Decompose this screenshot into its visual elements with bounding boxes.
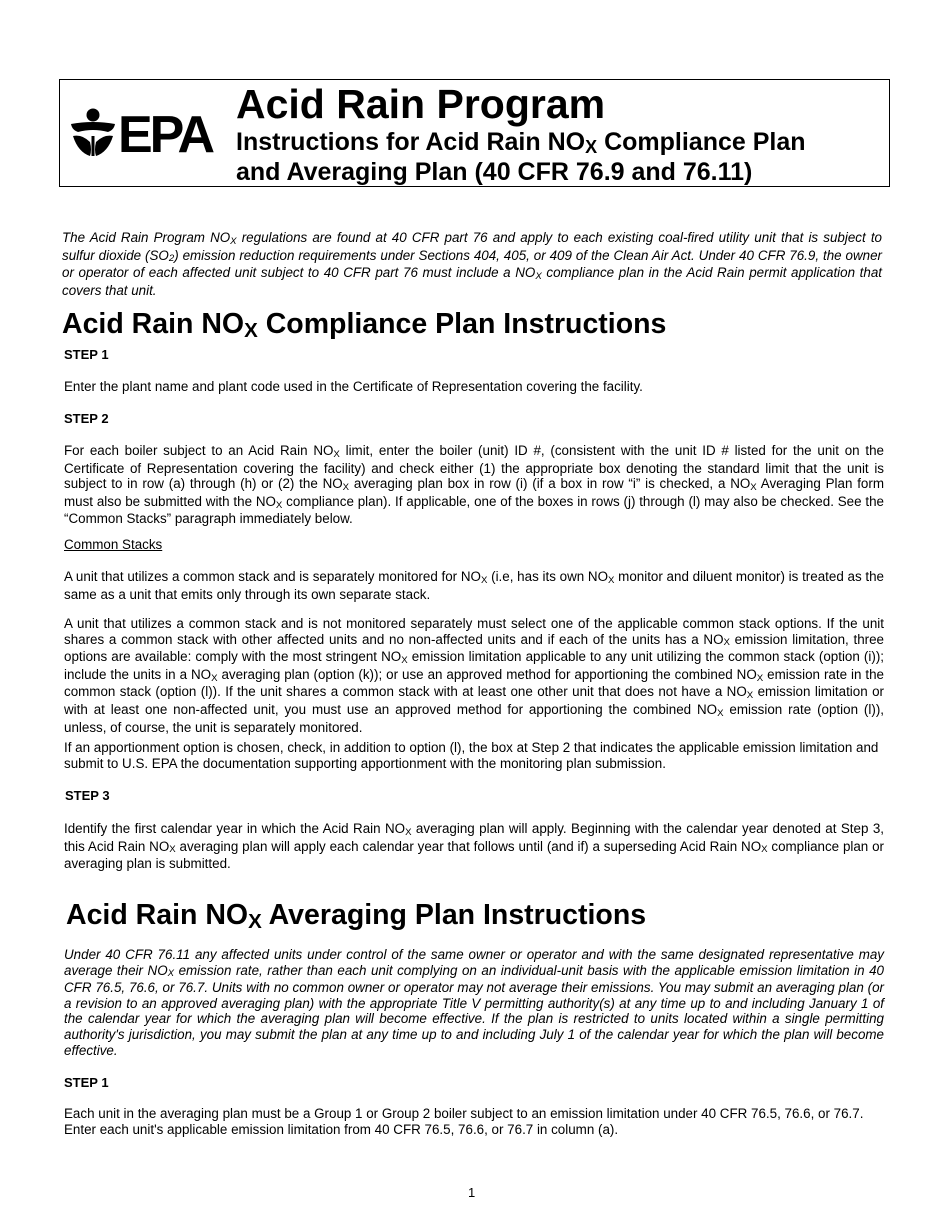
epa-logo-text: EPA [118, 106, 213, 158]
compliance-section-title: Acid Rain $NO_X$ Compliance Plan Instructions [62, 308, 667, 342]
compliance-step1-label: STEP 1 [64, 347, 109, 362]
common-stacks-paragraph-2: A unit that utilizes a common stack and is not monitored separately must select one of the applicable common stack options. If the unit shares a common stack with other affected units and no non-affected units and if each of the units has a $NO_X$ emission limitation, three options are available: comply with the most stringent $NO_X$ emission limitation applicable to any unit utilizing the common stack (option (i)); include the units in a $NO_X$ averaging plan (option (k)); or use an approved method for apportioning the combined $NO_X$ emission rate in the common stack (option (l)). If the unit shares a common stack with at least one other unit that does not have a $NO_X$ emission limitation or with at least one non-affected unit, you must use an approved method for apportioning the combined $NO_X$ emission rate (option (l)), unless, of course, the unit is separately monitored. [64, 616, 885, 735]
compliance-step3-text: Identify the first calendar year in which the Acid Rain $NO_X$ averaging plan will apply. Beginning with the calendar year denoted at Step 3, this Acid Rain $NO_X$ averaging plan will apply each calendar year that follows until (and if) a superseding Acid Rain $NO_X$ compliance plan or averaging plan is submitted. [64, 821, 884, 872]
subtitle-line-2: and Averaging Plan (40 CFR 76.9 and 76.11) [236, 158, 753, 186]
common-stacks-paragraph-1: A unit that utilizes a common stack and is separately monitored for $NO_X$ (i.e, has its own $NO_X$ monitor and diluent monitor) is treated as the same as a unit that emits only through its own separate stack. [64, 569, 884, 602]
epa-flower-icon [68, 106, 218, 158]
averaging-step1-label: STEP 1 [64, 1075, 109, 1090]
averaging-section-title: Acid Rain $NO_X$ Averaging Plan Instructions [66, 899, 647, 933]
averaging-step1-text: Each unit in the averaging plan must be a Group 1 or Group 2 boiler subject to an emission limitation under 40 CFR 76.5, 76.6, or 76.7. Enter each unit's applicable emission limitation from 40 CFR 76.5, 76.6, or 76.7 in column (a). [64, 1106, 864, 1137]
program-title: Acid Rain Program [236, 81, 606, 127]
compliance-step1-text: Enter the plant name and plant code used in the Certificate of Representation covering the facility. [64, 379, 643, 394]
averaging-intro-paragraph: Under 40 CFR 76.11 any affected units under control of the same owner or operator and with the same designated representative may average their $NO_X$ emission rate, rather than each unit complying on an individual-unit basis with the applicable emission limitation in 40 CFR 76.5, 76.6, or 76.7. Units with no common owner or operator may not average their emissions. You may submit an averaging plan (or a revision to an approved averaging plan) with the appropriate Title V permitting authority(s) at any time up to and including January 1 of the calendar year for which the averaging plan will become effective. If the plan is restricted to units located within a single permitting authority's jurisdiction, you may submit the plan at any time up to and including July 1 of the calendar year for which the plan will become effective. [64, 947, 884, 1058]
intro-paragraph: The Acid Rain Program $NO_X$ regulations are found at 40 CFR part 76 and apply to each existing coal-fired utility unit that is subject to sulfur dioxide $(SO_2)$ emission reduction requirements under Sections 404, 405, or 409 of the Clean Air Act. Under 40 CFR 76.9, the owner or operator of each affected unit subject to 40 CFR part 76 must include a $NO_X$ compliance plan in the Acid Rain permit application that covers that unit. [62, 230, 882, 298]
header-box [59, 79, 890, 187]
subtitle-line-1: Instructions for Acid Rain $NO_X$ Compliance Plan [236, 128, 806, 158]
epa-logo [68, 106, 218, 158]
page-number: 1 [468, 1185, 476, 1200]
common-stacks-heading: Common Stacks [64, 537, 163, 552]
apportionment-paragraph: If an apportionment option is chosen, check, in addition to option (l), the box at Step 2 that indicates the applicable emission limitation and submit to U.S. EPA the documentation supporting apportionment with the monitoring plan submission. [64, 740, 879, 771]
compliance-step2-label: STEP 2 [64, 411, 109, 426]
compliance-step2-text: For each boiler subject to an Acid Rain $NO_X$ limit, enter the boiler (unit) ID #, (consistent with the unit ID # listed for the unit on the Certificate of Representation covering the facility) and check either (1) the appropriate box denoting the standard limit that the unit is subject to in row (a) through (h) or (2) the $NO_X$ averaging plan box in row (i) (if a box in row “i” is checked, a $NO_X$ Averaging Plan form must also be submitted with the $NO_X$ compliance plan). If applicable, one of the boxes in rows (j) through (l) may also be checked. See the “Common Stacks” paragraph immediately below. [64, 443, 884, 527]
compliance-step3-label: STEP 3 [65, 788, 110, 803]
